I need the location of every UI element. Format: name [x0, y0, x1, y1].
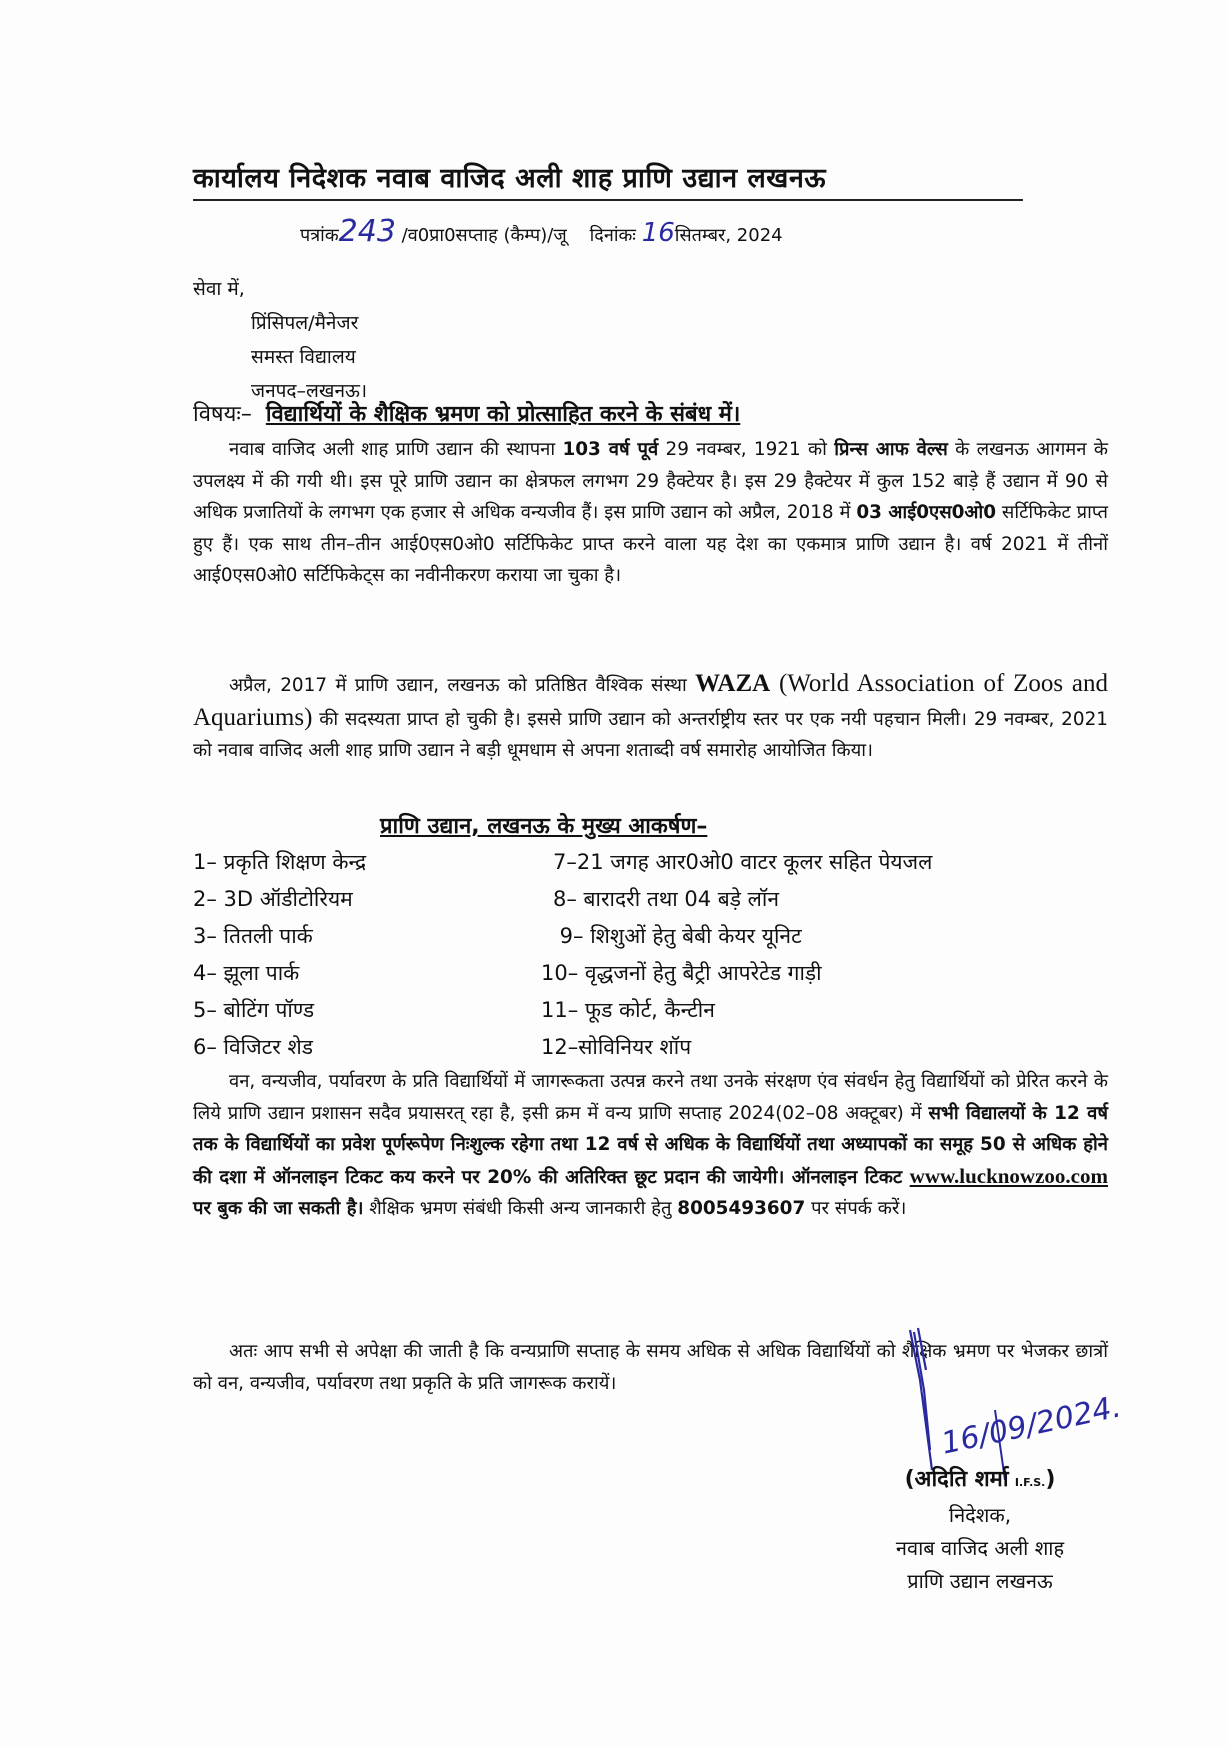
signature-stroke	[910, 1328, 932, 1470]
bold-run: प्रिन्स आफ वेल्स	[834, 439, 948, 460]
salutation: सेवा में,	[193, 278, 245, 300]
signatory-block	[850, 1463, 1110, 1598]
text-run: (World Association of Zoos and Aquariums)	[193, 670, 1109, 731]
signatory-org: नवाब वाजिद अली शाह	[895, 1536, 1065, 1560]
reference-label: पत्रांक	[300, 225, 339, 246]
date-month-year: सितम्बर, 2024	[674, 225, 783, 246]
attraction-item: 8– बारादरी तथा 04 बड़े लॉन	[553, 887, 779, 911]
attraction-item: 9– शिशुओं हेतु बेबी केयर यूनिट	[553, 924, 802, 948]
reference-code: /व0प्रा0सप्ताह (कैम्प)/जू	[401, 225, 567, 246]
paragraph-waza	[193, 668, 1108, 767]
subject-text: विद्यार्थियों के शैक्षिक भ्रमण को प्रोत्साहित करने के संबंध में।	[265, 402, 741, 427]
bold-run: 103 वर्ष पूर्व	[562, 439, 659, 460]
recipient-block	[193, 272, 367, 408]
bold-run: WAZA	[695, 670, 771, 697]
paragraph-request: अतः आप सभी से अपेक्षा की जाती है कि वन्यप्राणि सप्ताह के समय अधिक से अधिक विद्यार्थियों को शैक्षिक भ्रमण पर भेजकर छात्रों को वन, वन्यजीव, पर्यावरण तथा प्रकृति के प्रति जागरूक करायें।	[193, 1341, 1108, 1394]
text-run: पर संपर्क करें।	[805, 1198, 907, 1219]
date-label: दिनांकः	[589, 225, 636, 246]
attraction-item: 10– वृद्धजनों हेतु बैट्री आपरेटेड गाड़ी	[541, 961, 822, 985]
signatory-suffix: I.F.S.	[1014, 1476, 1046, 1489]
signatory-designation: निदेशक,	[948, 1503, 1012, 1527]
attractions-list-right	[541, 844, 933, 1066]
letterhead-title: कार्यालय निदेशक नवाब वाजिद अली शाह प्राणि उद्यान लखनऊ	[193, 158, 1023, 201]
handwritten-sign-date: 16/09/2024.	[938, 1389, 1125, 1462]
paragraph-offer	[193, 1066, 1108, 1225]
phone-number: 8005493607	[677, 1198, 806, 1219]
handwritten-date-day: 16	[641, 218, 675, 248]
bold-run: पर बुक की जा सकती है।	[193, 1198, 364, 1219]
bold-run: 03 आई0एस0ओ0	[856, 502, 997, 523]
signatory-name: (अदिति शर्मा	[904, 1467, 1009, 1492]
text-run: की सदस्यता प्राप्त हो चुकी है। इससे प्राणि उद्यान को अन्तर्राष्ट्रीय स्तर पर एक नयी पहचान मिली। 29 नवम्बर, 2021 को नवाब वाजिद अली शाह प्राणि उद्यान ने बड़ी धूमधाम से अपना शताब्दी वर्ष समारोह आयोजित किया।	[193, 708, 1108, 761]
handwritten-reference-number: 243	[338, 214, 396, 249]
attractions-title: प्राणि उद्यान, लखनऊ के मुख्य आकर्षण–	[380, 814, 708, 839]
signatory-org: प्राणि उद्यान लखनऊ	[907, 1569, 1053, 1593]
website-link[interactable]: www.lucknowzoo.com	[909, 1163, 1108, 1188]
paragraph-history	[193, 434, 1108, 592]
text-run: शैक्षिक भ्रमण संबंधी किसी अन्य जानकारी हेतु	[363, 1198, 678, 1219]
attraction-item: 1– प्रकृति शिक्षण केन्द्र	[193, 850, 367, 874]
recipient-line: समस्त विद्यालय	[251, 346, 356, 368]
attraction-item: 12–सोविनियर शॉप	[541, 1035, 692, 1059]
text-run: नवाब वाजिद अली शाह प्राणि उद्यान की स्थापना	[229, 439, 563, 460]
text-run: 29 नवम्बर, 1921 को	[658, 439, 835, 460]
text-run: के लखनऊ आगमन के उपलक्ष्य में की गयी थी। इस पूरे प्राणि उद्यान का क्षेत्रफल लगभग 29 हैक्टेयर है। इस 29 हैक्टेयर में कुल 152 बाड़े हैं उद्यान में 90 से अधिक प्रजातियों के लगभग एक हजार से अधिक वन्यजीव हैं। इस प्राणि उद्यान को अप्रैल, 2018 में	[193, 439, 1108, 523]
text-run: वन, वन्यजीव, पर्यावरण के प्रति विद्यार्थियों में जागरूकता उत्पन्न करने तथा उनके संरक्षण एंव संवर्धन हेतु विद्यार्थियों को प्रेरित करने के लिये प्राणि उद्यान प्रशासन सदैव प्रयासरत् रहा है, इसी क्रम में वन्य प्राणि सप्ताह 2024(02–08 अक्टूबर) में	[193, 1071, 1108, 1124]
attraction-item: 11– फूड कोर्ट, कैन्टीन	[541, 998, 715, 1022]
recipient-line: प्रिंसिपल/मैनेजर	[251, 312, 359, 334]
attraction-item: 4– झूला पार्क	[193, 961, 300, 985]
subject-line	[193, 398, 740, 428]
attraction-item: 2– 3D ऑडीटोरियम	[193, 887, 353, 911]
attractions-list-left	[193, 844, 366, 1066]
signatory-close: )	[1045, 1467, 1056, 1492]
subject-label: विषयः–	[193, 402, 252, 427]
text-run: सर्टिफिकेट प्राप्त हुए हैं। एक साथ तीन–तीन आई0एस0ओ0 सर्टिफिकेट प्राप्त करने वाला यह देश का एकमात्र प्राणि उद्यान है। वर्ष 2021 में तीनों आई0एस0ओ0 सर्टिफिकेट्स का नवीनीकरण कराया जा चुका है।	[193, 502, 1108, 586]
attraction-item: 3– तितली पार्क	[193, 924, 313, 948]
recipient-line: जनपद–लखनऊ।	[251, 380, 368, 402]
bold-run: सभी विद्यालयों के 12 वर्ष तक के विद्यार्थियों का प्रवेश पूर्णरूपेण निःशुल्क रहेगा तथा 12 वर्ष से अधिक के विद्यार्थियों तथा अध्यापकों का समूह 50 से अधिक होने की दशा में ऑनलाइन टिकट कय करने पर 20% की अतिरिक्त छूट प्रदान की जायेगी। ऑनलाइन टिकट	[193, 1102, 1108, 1188]
reference-line	[300, 214, 783, 249]
attraction-item: 5– बोटिंग पॉण्ड	[193, 998, 315, 1022]
attraction-item: 7–21 जगह आर0ओ0 वाटर कूलर सहित पेयजल	[553, 850, 933, 874]
text-run: अप्रैल, 2017 में प्राणि उद्यान, लखनऊ को प्रतिष्ठित वैश्विक संस्था	[229, 675, 696, 696]
attraction-item: 6– विजिटर शेड	[193, 1035, 314, 1059]
